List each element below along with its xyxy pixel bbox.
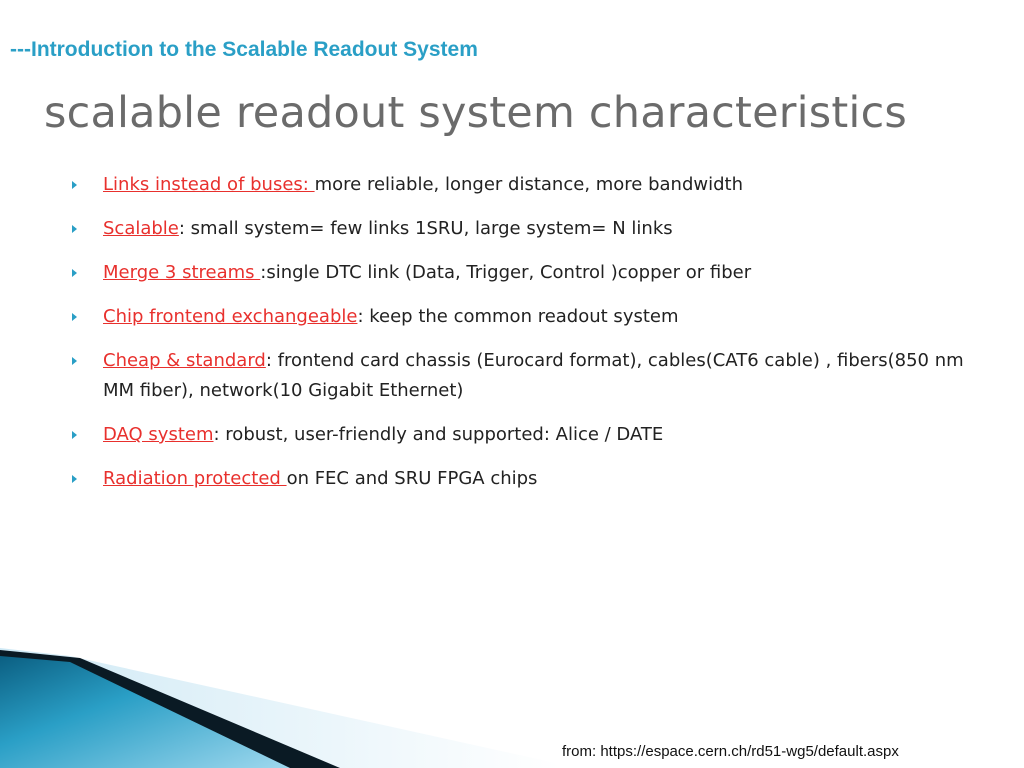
- bullet-item-merge-3-streams: [72, 258, 972, 288]
- bullet-text: : frontend card chassis (Eurocard format), cables(CAT6 cable) , fibers(850 nm MM fiber), network(10 Gigabit Ethernet): [103, 350, 964, 401]
- bullet-text: :single DTC link (Data, Trigger, Control )copper or fiber: [260, 262, 752, 283]
- triangle-bullet-icon: [72, 181, 77, 189]
- bullet-link[interactable]: Scalable: [103, 218, 179, 239]
- bullet-item-daq-system: [72, 420, 972, 450]
- slide-title: scalable readout system characteristics: [44, 88, 908, 138]
- bullet-list: [72, 170, 972, 508]
- triangle-bullet-icon: [72, 475, 77, 483]
- triangle-bullet-icon: [72, 313, 77, 321]
- bullet-item-links-instead-of-buses: [72, 170, 972, 200]
- section-header: ---Introduction to the Scalable Readout System: [10, 38, 478, 61]
- bullet-item-chip-frontend-exchangeable: [72, 302, 972, 332]
- bullet-text: : keep the common readout system: [357, 306, 679, 327]
- bullet-link[interactable]: Links instead of buses:: [103, 174, 315, 195]
- triangle-bullet-icon: [72, 269, 77, 277]
- bullet-item-radiation-protected: [72, 464, 972, 494]
- bullet-text: on FEC and SRU FPGA chips: [286, 468, 538, 489]
- bullet-link[interactable]: Merge 3 streams: [103, 262, 261, 283]
- bullet-item-cheap-and-standard: [72, 346, 972, 406]
- bullet-link[interactable]: Radiation protected: [103, 468, 287, 489]
- footer-source: from: https://espace.cern.ch/rd51-wg5/default.aspx: [562, 743, 899, 760]
- corner-swoosh-decoration: [0, 638, 560, 768]
- bullet-link[interactable]: DAQ system: [103, 424, 214, 445]
- bullet-item-scalable: [72, 214, 972, 244]
- triangle-bullet-icon: [72, 225, 77, 233]
- bullet-text: more reliable, longer distance, more bandwidth: [314, 174, 744, 195]
- triangle-bullet-icon: [72, 431, 77, 439]
- bullet-text: : robust, user-friendly and supported: Alice / DATE: [213, 424, 664, 445]
- bullet-text: : small system= few links 1SRU, large system= N links: [178, 218, 673, 239]
- triangle-bullet-icon: [72, 357, 77, 365]
- bullet-link[interactable]: Chip frontend exchangeable: [103, 306, 358, 327]
- bullet-link[interactable]: Cheap & standard: [103, 350, 266, 371]
